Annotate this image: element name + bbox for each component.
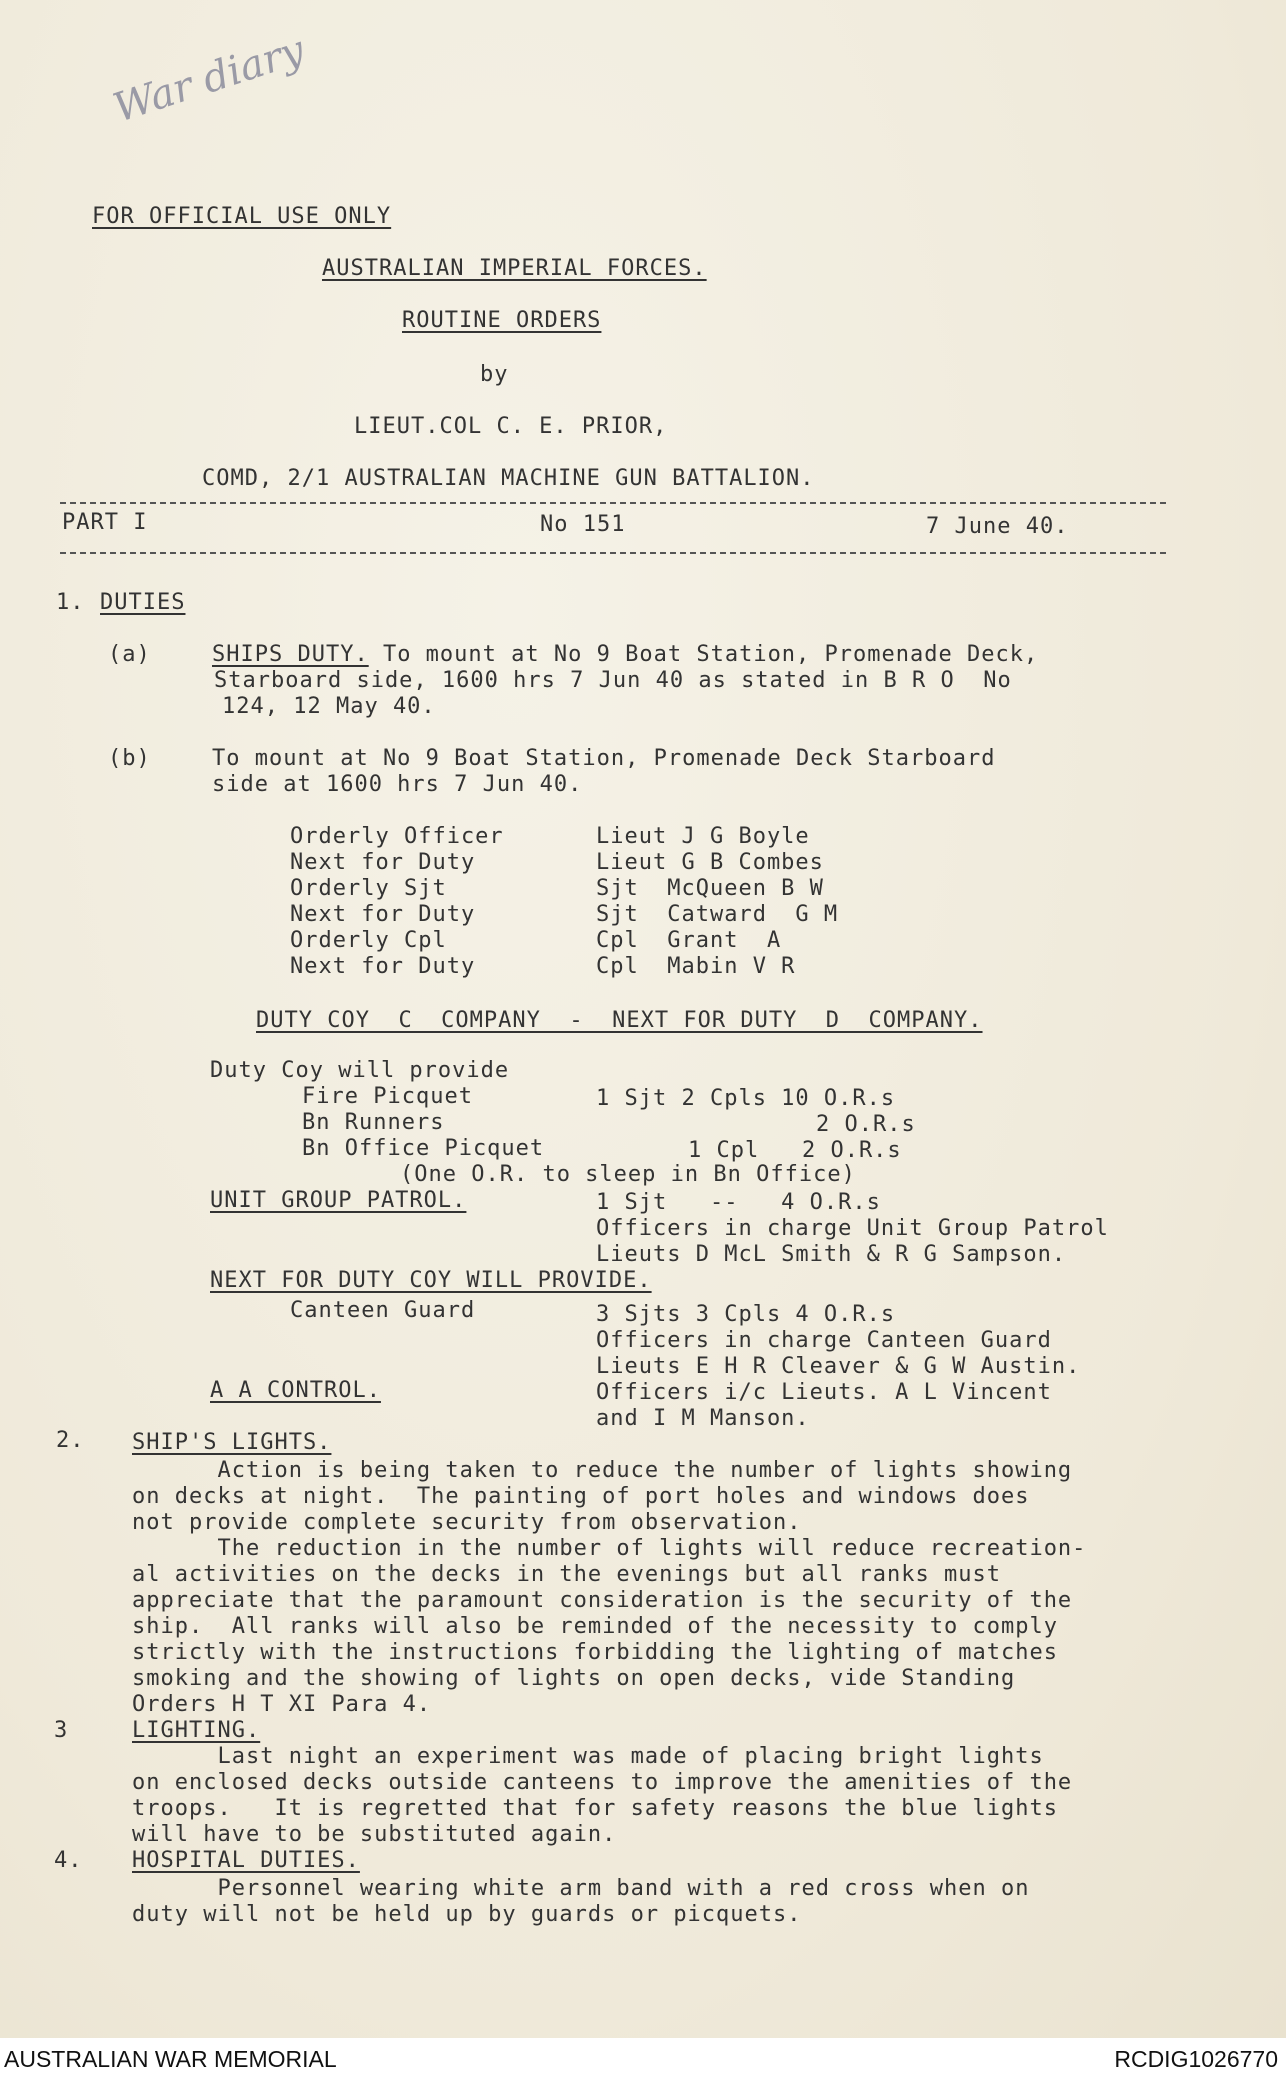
roster-role: Orderly Officer [290, 824, 504, 849]
unit-group-patrol-strength: 1 Sjt -- 4 O.R.s [596, 1190, 881, 1215]
canteen-guard-strength: 3 Sjts 3 Cpls 4 O.R.s [596, 1302, 896, 1327]
order-number: No 151 [540, 512, 626, 537]
part-label: PART I [62, 510, 148, 535]
office-picquet-label: Bn Office Picquet [302, 1136, 545, 1161]
roster-name: Sjt McQueen B W [596, 876, 824, 901]
office-picquet-note: (One O.R. to sleep in Bn Office) [400, 1162, 856, 1187]
section-4-line: duty will not be held up by guards or picquets. [132, 1902, 802, 1927]
roster-role: Next for Duty [290, 902, 476, 927]
roster-name: Lieut J G Boyle [596, 824, 810, 849]
section-2-line: on decks at night. The painting of port holes and windows does [132, 1484, 1030, 1509]
item-b-line1: To mount at No 9 Boat Station, Promenade Deck Starboard [212, 746, 996, 771]
item-a-line2: Starboard side, 1600 hrs 7 Jun 40 as stated in B R O No [214, 668, 1012, 693]
unit-group-patrol-officers-1: Officers in charge Unit Group Patrol [596, 1216, 1109, 1241]
section-4-line: Personnel wearing white arm band with a red cross when on [132, 1876, 1030, 1901]
section-2-line: Orders H T XI Para 4. [132, 1692, 432, 1717]
force-heading: AUSTRALIAN IMPERIAL FORCES. [322, 256, 707, 281]
provide-heading: Duty Coy will provide [210, 1058, 510, 1083]
divider-top [60, 502, 1166, 504]
section-1-number: 1. [56, 590, 85, 615]
order-date: 7 June 40. [926, 514, 1069, 539]
office-picquet-strength: 1 Cpl 2 O.R.s [688, 1138, 902, 1163]
section-2-line: smoking and the showing of lights on open decks, vide Standing [132, 1666, 1016, 1691]
command-line: COMD, 2/1 AUSTRALIAN MACHINE GUN BATTALION. [202, 466, 815, 491]
section-3-title: LIGHTING. [132, 1718, 261, 1743]
fire-picquet-strength: 1 Sjt 2 Cpls 10 O.R.s [596, 1086, 896, 1111]
roster-name: Cpl Grant A [596, 928, 782, 953]
roster-role: Next for Duty [290, 850, 476, 875]
section-4-number: 4. [54, 1848, 83, 1873]
section-2-line: appreciate that the paramount consideration is the security of the [132, 1588, 1073, 1613]
roster-name: Sjt Catward G M [596, 902, 839, 927]
section-2-line: Action is being taken to reduce the number of lights showing [132, 1458, 1073, 1483]
canteen-guard-officers-1: Officers in charge Canteen Guard [596, 1328, 1052, 1353]
next-duty-company-heading: NEXT FOR DUTY COY WILL PROVIDE. [210, 1268, 652, 1293]
bn-runners-strength: 2 O.R.s [816, 1112, 916, 1137]
item-a-line3: 124, 12 May 40. [222, 694, 436, 719]
by-line: by [480, 362, 509, 387]
ships-duty-heading: SHIPS DUTY. [212, 642, 369, 667]
section-3-number: 3 [54, 1718, 69, 1743]
footer-record-id: RCDIG1026770 [1114, 2046, 1278, 2072]
section-2-title: SHIP'S LIGHTS. [132, 1430, 332, 1455]
section-3-line: will have to be substituted again. [132, 1822, 617, 1847]
handwritten-note: War diary [108, 27, 310, 132]
unit-group-patrol-heading: UNIT GROUP PATROL. [210, 1188, 467, 1213]
item-a-line1 [212, 642, 1038, 667]
section-3-line: Last night an experiment was made of placing bright lights [132, 1744, 1044, 1769]
document-title: ROUTINE ORDERS [402, 308, 602, 333]
divider-bottom [60, 552, 1166, 554]
fire-picquet-label: Fire Picquet [302, 1084, 473, 1109]
roster-role: Orderly Cpl [290, 928, 447, 953]
bn-runners-label: Bn Runners [302, 1110, 445, 1135]
section-4-title: HOSPITAL DUTIES. [132, 1848, 360, 1873]
section-3-line: on enclosed decks outside canteens to improve the amenities of the [132, 1770, 1073, 1795]
section-2-line: strictly with the instructions forbidding the lighting of matches [132, 1640, 1058, 1665]
restriction-heading: FOR OFFICIAL USE ONLY [92, 204, 392, 229]
aa-control-heading: A A CONTROL. [210, 1378, 381, 1403]
duty-company-line: DUTY COY C COMPANY - NEXT FOR DUTY D COMPANY. [256, 1008, 983, 1033]
section-2-number: 2. [56, 1428, 85, 1453]
canteen-guard-officers-2: Lieuts E H R Cleaver & G W Austin. [596, 1354, 1081, 1379]
footer-institution: AUSTRALIAN WAR MEMORIAL [4, 2046, 337, 2072]
section-2-line: ship. All ranks will also be reminded of the necessity to comply [132, 1614, 1058, 1639]
roster-name: Cpl Mabin V R [596, 954, 796, 979]
archive-footer [0, 2038, 1286, 2082]
section-2-line: al activities on the decks in the evenings but all ranks must [132, 1562, 1001, 1587]
section-2-line: The reduction in the number of lights will reduce recreation- [132, 1536, 1087, 1561]
item-b-label: (b) [108, 746, 151, 771]
officer-name: LIEUT.COL C. E. PRIOR, [354, 414, 668, 439]
aa-control-officers-2: and I M Manson. [596, 1406, 810, 1431]
item-a-line1-text: To mount at No 9 Boat Station, Promenade Deck, [368, 642, 1039, 667]
section-1-title: DUTIES [100, 590, 186, 615]
item-b-line2: side at 1600 hrs 7 Jun 40. [212, 772, 583, 797]
roster-role: Orderly Sjt [290, 876, 447, 901]
item-a-label: (a) [108, 642, 151, 667]
section-3-line: troops. It is regretted that for safety reasons the blue lights [132, 1796, 1058, 1821]
canteen-guard-label: Canteen Guard [290, 1298, 476, 1323]
section-2-line: not provide complete security from observation. [132, 1510, 802, 1535]
roster-name: Lieut G B Combes [596, 850, 824, 875]
roster-role: Next for Duty [290, 954, 476, 979]
unit-group-patrol-officers-2: Lieuts D McL Smith & R G Sampson. [596, 1242, 1067, 1267]
aa-control-officers-1: Officers i/c Lieuts. A L Vincent [596, 1380, 1052, 1405]
